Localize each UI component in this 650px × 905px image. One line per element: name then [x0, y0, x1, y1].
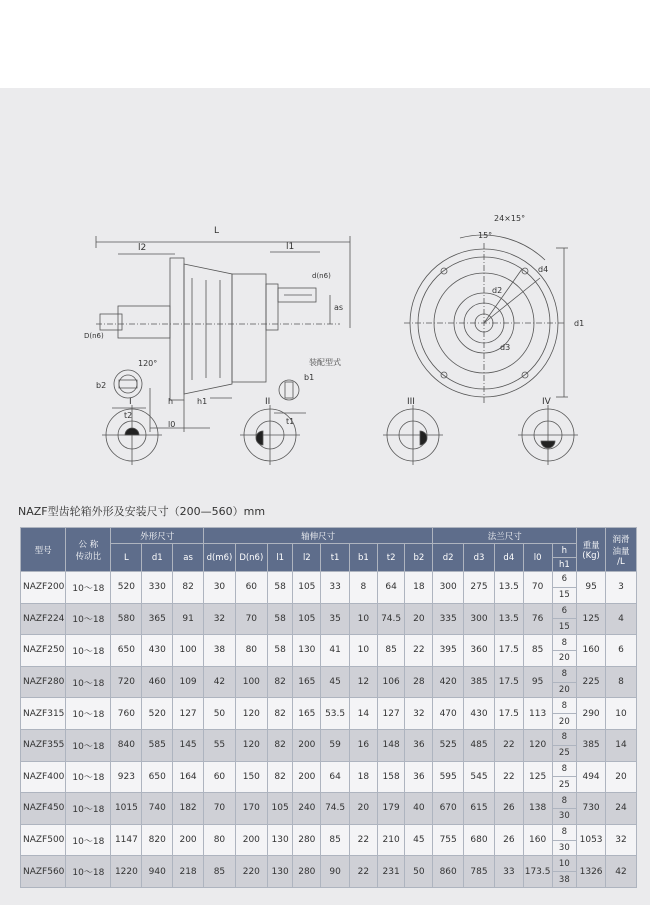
dim-l0: l0	[168, 420, 176, 429]
cell-l2: 240	[293, 793, 321, 825]
cell-h: 8	[552, 824, 577, 840]
cell-d2: 335	[433, 603, 464, 635]
cell-weight: 494	[577, 761, 606, 793]
cell-l1: 58	[267, 603, 293, 635]
cell-b1: 14	[349, 698, 377, 730]
cell-d1: 650	[142, 761, 173, 793]
header-ratio: 公 称 传动比	[66, 528, 111, 572]
cell-l: 760	[111, 698, 142, 730]
cell-l: 720	[111, 666, 142, 698]
cell-oil: 24	[605, 793, 636, 825]
table-row	[21, 729, 637, 745]
cell-t1: 64	[321, 761, 350, 793]
cell-t2: 74.5	[377, 603, 405, 635]
cell-l: 1147	[111, 824, 142, 856]
cell-model: NAZF200	[21, 572, 66, 604]
cell-d4: 22	[494, 761, 523, 793]
header-D-n6: D(n6)	[235, 544, 267, 572]
cell-h: 8	[552, 698, 577, 714]
cell-as: 82	[173, 572, 204, 604]
cell-t1: 41	[321, 635, 350, 667]
header-flange: 法兰尺寸	[433, 528, 577, 544]
cell-d4: 17.5	[494, 666, 523, 698]
cell-d4: 33	[494, 856, 523, 888]
dim-h: h	[168, 397, 174, 406]
dim-b1: b1	[304, 373, 315, 382]
dim-d1: d1	[574, 319, 585, 328]
cell-model: NAZF560	[21, 856, 66, 888]
header-h1: h1	[552, 558, 577, 572]
cell-l1: 58	[267, 572, 293, 604]
cell-d: 200	[235, 824, 267, 856]
cell-ratio: 10～18	[66, 603, 111, 635]
cell-l1: 130	[267, 856, 293, 888]
cell-l1: 82	[267, 666, 293, 698]
cell-d2: 525	[433, 729, 464, 761]
cell-d: 80	[235, 635, 267, 667]
cell-weight: 385	[577, 729, 606, 761]
header-weight: 重量 (Kg)	[577, 528, 606, 572]
cell-h: 8	[552, 793, 577, 809]
cell-h: 10	[552, 856, 577, 872]
table-row	[21, 635, 637, 651]
cell-d: 32	[204, 603, 236, 635]
cell-ratio: 10～18	[66, 729, 111, 761]
cell-d4: 17.5	[494, 635, 523, 667]
cell-l1: 130	[267, 824, 293, 856]
cell-b1: 22	[349, 824, 377, 856]
table-title: NAZF型齿轮箱外形及安装尺寸（200—560）mm	[18, 505, 266, 518]
table-row	[21, 856, 637, 872]
header-t2: t2	[377, 544, 405, 572]
cell-b2: 36	[405, 729, 433, 761]
header-shaft: 轴伸尺寸	[204, 528, 433, 544]
cell-h: 6	[552, 603, 577, 619]
cell-b2: 22	[405, 635, 433, 667]
cell-d4: 26	[494, 824, 523, 856]
cell-l2: 280	[293, 856, 321, 888]
cell-weight: 1053	[577, 824, 606, 856]
cell-model: NAZF355	[21, 729, 66, 761]
cell-d: 55	[204, 729, 236, 761]
cell-d2: 860	[433, 856, 464, 888]
mount-variant-2: II	[265, 397, 271, 407]
cell-t2: 231	[377, 856, 405, 888]
cell-l: 580	[111, 603, 142, 635]
cell-d2: 470	[433, 698, 464, 730]
angle-15: 15°	[478, 231, 493, 240]
dim-D: D(n6)	[84, 332, 104, 340]
cell-d: 100	[235, 666, 267, 698]
cell-d3: 785	[464, 856, 495, 888]
cell-d2: 595	[433, 761, 464, 793]
cell-oil: 6	[605, 635, 636, 667]
cell-b2: 18	[405, 572, 433, 604]
cell-l: 840	[111, 729, 142, 761]
cell-l1: 82	[267, 761, 293, 793]
cell-l: 923	[111, 761, 142, 793]
dim-d3: d3	[500, 343, 511, 352]
header-d2: d2	[433, 544, 464, 572]
cell-d: 42	[204, 666, 236, 698]
cell-d: 120	[235, 698, 267, 730]
header-t1: t1	[321, 544, 350, 572]
cell-l: 1015	[111, 793, 142, 825]
cell-t1: 35	[321, 603, 350, 635]
cell-model: NAZF400	[21, 761, 66, 793]
table-row	[21, 666, 637, 682]
cell-t2: 179	[377, 793, 405, 825]
dim-L: L	[214, 226, 220, 236]
cell-d3: 615	[464, 793, 495, 825]
cell-t2: 158	[377, 761, 405, 793]
cell-ratio: 10～18	[66, 793, 111, 825]
cell-d: 38	[204, 635, 236, 667]
dim-d2: d2	[492, 286, 503, 295]
cell-l0: 85	[523, 635, 552, 667]
cell-as: 218	[173, 856, 204, 888]
cell-t1: 33	[321, 572, 350, 604]
cell-h1: 20	[552, 682, 577, 698]
cell-oil: 20	[605, 761, 636, 793]
cell-l0: 113	[523, 698, 552, 730]
cell-b1: 10	[349, 603, 377, 635]
cell-as: 91	[173, 603, 204, 635]
cell-b2: 36	[405, 761, 433, 793]
assembly-drawing	[0, 88, 650, 498]
cell-h1: 20	[552, 650, 577, 666]
cell-h1: 20	[552, 714, 577, 730]
cell-weight: 1326	[577, 856, 606, 888]
cell-d: 30	[204, 572, 236, 604]
table-body	[21, 572, 637, 888]
cell-d: 220	[235, 856, 267, 888]
cell-b1: 8	[349, 572, 377, 604]
header-outline: 外形尺寸	[111, 528, 204, 544]
cell-ratio: 10～18	[66, 572, 111, 604]
cell-as: 164	[173, 761, 204, 793]
cell-h: 8	[552, 635, 577, 651]
cell-l0: 125	[523, 761, 552, 793]
cell-d4: 22	[494, 729, 523, 761]
cell-weight: 125	[577, 603, 606, 635]
cell-l0: 138	[523, 793, 552, 825]
cell-d: 60	[235, 572, 267, 604]
cell-as: 182	[173, 793, 204, 825]
dim-l1: l1	[286, 242, 295, 252]
cell-t2: 64	[377, 572, 405, 604]
cell-t1: 85	[321, 824, 350, 856]
cell-d4: 13.5	[494, 572, 523, 604]
mount-variant-4: IV	[542, 397, 551, 407]
cell-ratio: 10～18	[66, 824, 111, 856]
dimension-table	[20, 527, 637, 888]
cell-l1: 105	[267, 793, 293, 825]
cell-ratio: 10～18	[66, 698, 111, 730]
cell-l1: 82	[267, 698, 293, 730]
header-d3: d3	[464, 544, 495, 572]
cell-oil: 4	[605, 603, 636, 635]
cell-d1: 520	[142, 698, 173, 730]
cell-d3: 680	[464, 824, 495, 856]
cell-d1: 585	[142, 729, 173, 761]
cell-d1: 820	[142, 824, 173, 856]
cell-h1: 15	[552, 587, 577, 603]
cell-ratio: 10～18	[66, 856, 111, 888]
dim-l2: l2	[138, 243, 147, 253]
cell-l0: 173.5	[523, 856, 552, 888]
cell-l2: 280	[293, 824, 321, 856]
cell-b1: 22	[349, 856, 377, 888]
cell-l2: 165	[293, 698, 321, 730]
header-b2: b2	[405, 544, 433, 572]
cell-l0: 160	[523, 824, 552, 856]
cell-l: 1220	[111, 856, 142, 888]
cell-d: 70	[235, 603, 267, 635]
cell-b1: 20	[349, 793, 377, 825]
cell-d2: 395	[433, 635, 464, 667]
cell-weight: 160	[577, 635, 606, 667]
header-as: as	[173, 544, 204, 572]
cell-as: 200	[173, 824, 204, 856]
cell-b2: 45	[405, 824, 433, 856]
cell-d: 150	[235, 761, 267, 793]
cell-d1: 430	[142, 635, 173, 667]
cell-d3: 275	[464, 572, 495, 604]
cell-h1: 25	[552, 777, 577, 793]
header-l2: l2	[293, 544, 321, 572]
cell-l2: 105	[293, 603, 321, 635]
cell-t1: 90	[321, 856, 350, 888]
cell-t1: 53.5	[321, 698, 350, 730]
cell-b2: 50	[405, 856, 433, 888]
header-L: L	[111, 544, 142, 572]
cell-ratio: 10～18	[66, 761, 111, 793]
cell-model: NAZF450	[21, 793, 66, 825]
cell-d3: 385	[464, 666, 495, 698]
cell-h: 8	[552, 729, 577, 745]
header-d4: d4	[494, 544, 523, 572]
cell-h1: 30	[552, 840, 577, 856]
cell-l1: 82	[267, 729, 293, 761]
cell-d3: 545	[464, 761, 495, 793]
cell-l0: 76	[523, 603, 552, 635]
cell-ratio: 10～18	[66, 635, 111, 667]
cell-d: 120	[235, 729, 267, 761]
cell-oil: 14	[605, 729, 636, 761]
cell-l2: 105	[293, 572, 321, 604]
cell-weight: 290	[577, 698, 606, 730]
cell-d: 85	[204, 856, 236, 888]
cell-d2: 300	[433, 572, 464, 604]
table-row	[21, 698, 637, 714]
cell-oil: 8	[605, 666, 636, 698]
cell-d: 70	[204, 793, 236, 825]
cell-oil: 32	[605, 824, 636, 856]
cell-as: 100	[173, 635, 204, 667]
cell-weight: 95	[577, 572, 606, 604]
cell-b1: 16	[349, 729, 377, 761]
dim-d: d(n6)	[312, 272, 331, 280]
cell-t2: 85	[377, 635, 405, 667]
header-l0: l0	[523, 544, 552, 572]
cell-h1: 15	[552, 619, 577, 635]
cell-d: 170	[235, 793, 267, 825]
cell-ratio: 10～18	[66, 666, 111, 698]
cell-d1: 940	[142, 856, 173, 888]
cell-l0: 120	[523, 729, 552, 761]
cell-l2: 200	[293, 729, 321, 761]
cell-weight: 730	[577, 793, 606, 825]
header-h: h	[552, 544, 577, 558]
cell-d1: 740	[142, 793, 173, 825]
cell-d2: 420	[433, 666, 464, 698]
cell-t1: 59	[321, 729, 350, 761]
cell-t1: 45	[321, 666, 350, 698]
cell-t2: 106	[377, 666, 405, 698]
dim-d4: d4	[538, 265, 549, 274]
cell-d1: 460	[142, 666, 173, 698]
header-d1: d1	[142, 544, 173, 572]
dim-t2: t2	[124, 411, 133, 420]
cell-l: 520	[111, 572, 142, 604]
cell-d: 80	[204, 824, 236, 856]
cell-model: NAZF315	[21, 698, 66, 730]
table-row	[21, 761, 637, 777]
cell-d: 50	[204, 698, 236, 730]
cell-h1: 30	[552, 808, 577, 824]
table-row	[21, 603, 637, 619]
cell-model: NAZF224	[21, 603, 66, 635]
cell-h: 8	[552, 666, 577, 682]
cell-oil: 10	[605, 698, 636, 730]
cell-d1: 330	[142, 572, 173, 604]
cell-t2: 210	[377, 824, 405, 856]
drawing-caption: 装配型式	[309, 358, 341, 367]
bolt-pattern: 24×15°	[494, 214, 526, 223]
cell-d4: 13.5	[494, 603, 523, 635]
cell-h1: 25	[552, 745, 577, 761]
cell-oil: 3	[605, 572, 636, 604]
cell-as: 127	[173, 698, 204, 730]
header-oil: 润滑 油量 /L	[605, 528, 636, 572]
cell-b2: 20	[405, 603, 433, 635]
cell-h: 6	[552, 572, 577, 588]
cell-l2: 130	[293, 635, 321, 667]
dim-b2: b2	[96, 381, 107, 390]
cell-t2: 148	[377, 729, 405, 761]
cell-d: 60	[204, 761, 236, 793]
mount-variant-3: III	[407, 397, 415, 407]
cell-d4: 17.5	[494, 698, 523, 730]
cell-weight: 225	[577, 666, 606, 698]
angle-120: 120°	[138, 359, 158, 368]
cell-t1: 74.5	[321, 793, 350, 825]
cell-h1: 38	[552, 872, 577, 888]
header-model: 型号	[21, 528, 66, 572]
cell-d2: 755	[433, 824, 464, 856]
cell-d3: 485	[464, 729, 495, 761]
header-l1: l1	[267, 544, 293, 572]
cell-b2: 40	[405, 793, 433, 825]
cell-b2: 28	[405, 666, 433, 698]
cell-l1: 58	[267, 635, 293, 667]
cell-model: NAZF250	[21, 635, 66, 667]
cell-model: NAZF500	[21, 824, 66, 856]
dim-t1: t1	[286, 417, 295, 426]
cell-as: 145	[173, 729, 204, 761]
cell-d1: 365	[142, 603, 173, 635]
cell-l: 650	[111, 635, 142, 667]
cell-h: 8	[552, 761, 577, 777]
cell-d3: 300	[464, 603, 495, 635]
cell-b1: 12	[349, 666, 377, 698]
cell-l0: 70	[523, 572, 552, 604]
cell-d4: 26	[494, 793, 523, 825]
header-d-m6: d(m6)	[204, 544, 236, 572]
cell-oil: 42	[605, 856, 636, 888]
cell-model: NAZF280	[21, 666, 66, 698]
cell-l2: 165	[293, 666, 321, 698]
cell-l2: 200	[293, 761, 321, 793]
cell-d3: 360	[464, 635, 495, 667]
table-row	[21, 572, 637, 588]
dim-as: as	[334, 303, 344, 312]
cell-b2: 32	[405, 698, 433, 730]
table-row	[21, 824, 637, 840]
mount-variant-1: I	[129, 397, 132, 407]
cell-b1: 10	[349, 635, 377, 667]
cell-d2: 670	[433, 793, 464, 825]
cell-b1: 18	[349, 761, 377, 793]
table-row	[21, 793, 637, 809]
cell-t2: 127	[377, 698, 405, 730]
cell-as: 109	[173, 666, 204, 698]
cell-l0: 95	[523, 666, 552, 698]
cell-d3: 430	[464, 698, 495, 730]
dim-h1: h1	[197, 397, 208, 406]
header-b1: b1	[349, 544, 377, 572]
